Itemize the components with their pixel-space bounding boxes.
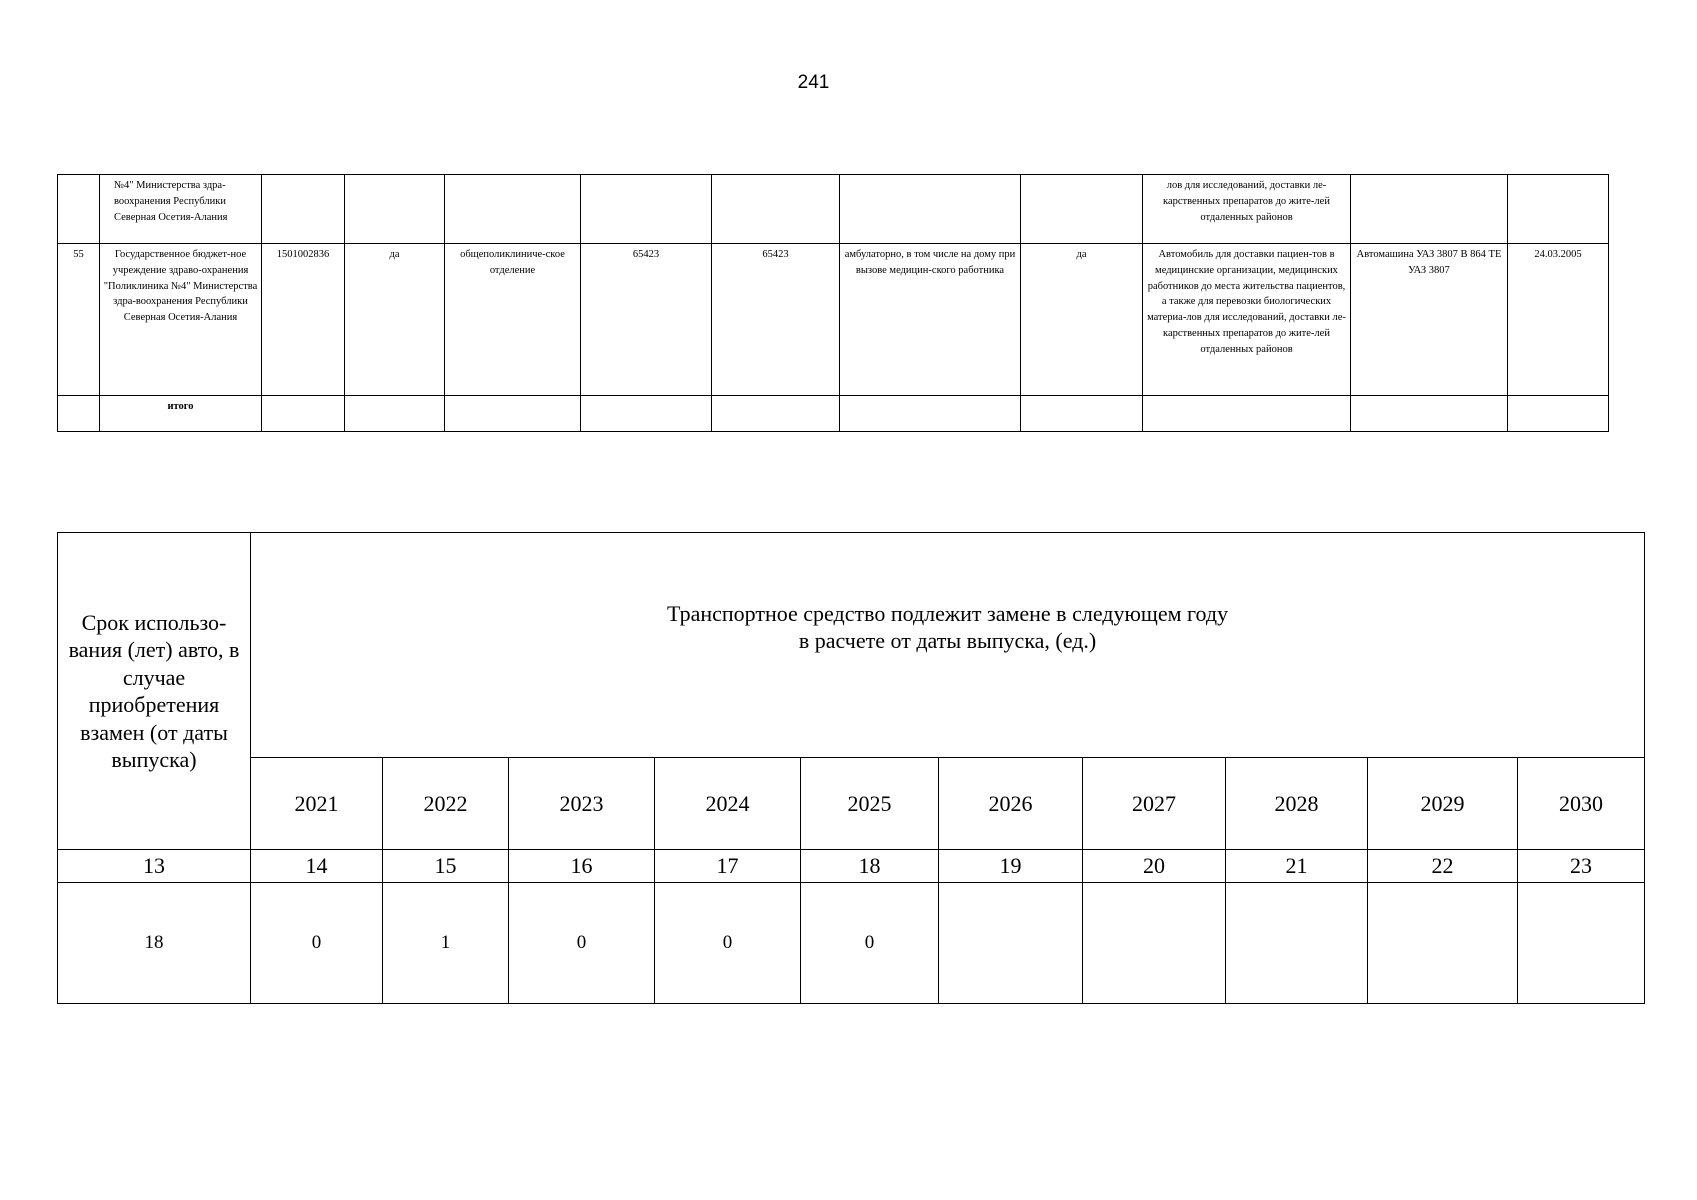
value-cell <box>1083 883 1226 1004</box>
value-cell <box>1226 883 1368 1004</box>
cell-empty <box>581 396 712 432</box>
cell-care-type <box>840 175 1021 244</box>
cell-organization: №4" Министерства здра-воохранения Республики Северная Осетия-Алания <box>100 175 262 244</box>
cell-empty <box>445 396 581 432</box>
table-row-55 <box>58 244 1609 396</box>
cell-num: 55 <box>58 244 100 396</box>
cell-empty <box>1021 396 1143 432</box>
vehicle-registry-table <box>57 174 1609 432</box>
cell-flag: да <box>1021 244 1143 396</box>
year-header: 2028 <box>1226 758 1368 850</box>
column-number: 17 <box>655 850 801 883</box>
column-number: 18 <box>801 850 939 883</box>
cell-purpose: лов для исследований, доставки ле-карственных препаратов до жите-лей отдаленных районов <box>1143 175 1351 244</box>
column-number: 13 <box>58 850 251 883</box>
cell-empty <box>840 396 1021 432</box>
year-header: 2029 <box>1368 758 1518 850</box>
cell-empty <box>1351 396 1508 432</box>
cell-empty <box>1508 396 1609 432</box>
year-header: 2024 <box>655 758 801 850</box>
values-row <box>58 883 1645 1004</box>
cell-flag <box>345 175 445 244</box>
value-cell: 1 <box>383 883 509 1004</box>
replacement-title-line1: Транспортное средство подлежит замене в следующем году <box>666 600 1229 626</box>
cell-inn: 1501002836 <box>262 244 345 396</box>
cell-department <box>445 175 581 244</box>
cell-flag <box>1021 175 1143 244</box>
cell-value: 65423 <box>581 244 712 396</box>
cell-date: 24.03.2005 <box>1508 244 1609 396</box>
cell-organization: Государственное бюджет-ное учреждение здраво-охранения "Поликлиника №4" Министерства здра-воохранения Республики Северная Осетия-Алания <box>100 244 262 396</box>
column-number: 21 <box>1226 850 1368 883</box>
column-number: 19 <box>939 850 1083 883</box>
cell-empty <box>712 396 840 432</box>
column-number: 20 <box>1083 850 1226 883</box>
cell-date <box>1508 175 1609 244</box>
column-numbers-row <box>58 850 1645 883</box>
replacement-schedule-table <box>57 532 1645 1004</box>
total-label: итого <box>100 396 262 432</box>
cell-value <box>712 175 840 244</box>
table-row-continuation <box>58 175 1609 244</box>
cell-empty <box>345 396 445 432</box>
year-header: 2026 <box>939 758 1083 850</box>
cell-value <box>581 175 712 244</box>
cell-vehicle: Автомашина УАЗ 3807 В 864 ТЕ УАЗ 3807 <box>1351 244 1508 396</box>
year-header: 2030 <box>1518 758 1645 850</box>
year-header: 2027 <box>1083 758 1226 850</box>
value-cell <box>1518 883 1645 1004</box>
table-row-total <box>58 396 1609 432</box>
value-cell: 0 <box>509 883 655 1004</box>
replacement-title <box>251 533 1645 758</box>
year-header: 2023 <box>509 758 655 850</box>
usage-period-header: Срок использо-вания (лет) авто, в случае приобретения взамен (от даты выпуска) <box>58 533 251 850</box>
cell-flag: да <box>345 244 445 396</box>
column-number: 14 <box>251 850 383 883</box>
value-cell: 18 <box>58 883 251 1004</box>
years-row <box>58 758 1645 850</box>
column-number: 22 <box>1368 850 1518 883</box>
value-cell <box>939 883 1083 1004</box>
cell-inn <box>262 175 345 244</box>
page-number: 241 <box>797 72 830 93</box>
cell-department: общеполиклиниче-ское отделение <box>445 244 581 396</box>
value-cell: 0 <box>655 883 801 1004</box>
cell-purpose: Автомобиль для доставки пациен-тов в медицинские организации, медицинских работников до места жительства пациентов, а также для перевозки биологических материа-лов для исследований, доставки ле-карственных препаратов до жите-лей отдаленных районов <box>1143 244 1351 396</box>
column-number: 23 <box>1518 850 1645 883</box>
cell-num <box>58 396 100 432</box>
cell-num <box>58 175 100 244</box>
cell-care-type: амбулаторно, в том числе на дому при вызове медицин-ского работника <box>840 244 1021 396</box>
value-cell <box>1368 883 1518 1004</box>
cell-empty <box>1143 396 1351 432</box>
cell-value: 65423 <box>712 244 840 396</box>
value-cell: 0 <box>251 883 383 1004</box>
column-number: 15 <box>383 850 509 883</box>
cell-empty <box>262 396 345 432</box>
year-header: 2025 <box>801 758 939 850</box>
replacement-title-line2: в расчете от даты выпуска, (ед.) <box>798 628 1097 653</box>
year-header: 2021 <box>251 758 383 850</box>
cell-vehicle <box>1351 175 1508 244</box>
header-row <box>58 533 1645 758</box>
column-number: 16 <box>509 850 655 883</box>
year-header: 2022 <box>383 758 509 850</box>
value-cell: 0 <box>801 883 939 1004</box>
